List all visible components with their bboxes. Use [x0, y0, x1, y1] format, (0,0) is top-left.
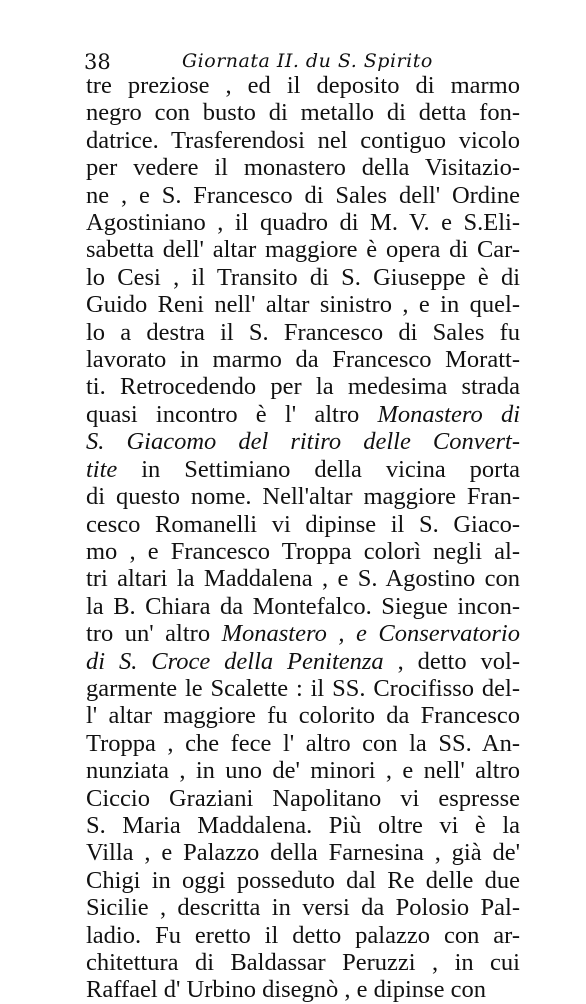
text-line [86, 675, 520, 702]
italic-text: tite [86, 455, 118, 483]
text-line [86, 648, 520, 675]
text-segment: negro con busto di metallo di detta fon- [86, 99, 520, 127]
text-segment: per vedere il monastero della Visitazio- [86, 154, 520, 182]
text-segment: nunziata , in uno de' minori , e nell' altro [86, 757, 520, 785]
italic-text: di S. Croce della Penitenza [86, 647, 384, 675]
text-line [86, 209, 520, 236]
text-line [86, 538, 520, 565]
text-line [86, 401, 520, 428]
running-head: Giornata II. du S. Spirito [182, 50, 433, 72]
italic-text: Monastero di [377, 400, 520, 428]
text-line [86, 291, 520, 318]
text-segment: lo Cesi , il Transito di S. Giuseppe è di [86, 263, 520, 291]
text-line [86, 72, 520, 99]
text-segment: Troppa , che fece l' altro con la SS. An- [86, 729, 520, 757]
text-segment: lo a destra il S. Francesco di Sales fu [86, 318, 520, 346]
text-segment: , detto vol- [383, 647, 520, 675]
text-segment: quasi incontro è l' altro [86, 400, 378, 428]
text-segment: ne , e S. Francesco di Sales dell' Ordine [86, 181, 520, 209]
text-segment: di questo nome. Nell'altar maggiore Fran- [86, 483, 520, 511]
text-line [86, 99, 520, 126]
text-segment: ladio. Fu eretto il detto palazzo con ar- [86, 921, 520, 949]
text-line [86, 949, 520, 976]
text-segment: Chigi in oggi posseduto dal Re delle due [86, 866, 520, 894]
text-line [86, 428, 520, 455]
text-segment: in Settimiano della vicina porta [117, 455, 520, 483]
text-line [86, 757, 520, 784]
text-line [86, 182, 520, 209]
text-segment: tri altari la Maddalena , e S. Agostino con [86, 565, 520, 593]
text-line [86, 976, 520, 1003]
text-segment: Ciccio Graziani Napolitano vi espresse [86, 784, 520, 812]
page-number: 38 [84, 50, 111, 74]
text-line [86, 346, 520, 373]
text-segment: ti. Retrocedendo per la medesima strada [86, 373, 520, 401]
text-segment: Villa , e Palazzo della Farnesina , già de' [86, 839, 520, 867]
text-segment: Sicilie , descritta in versi da Polosio Pal- [86, 894, 520, 922]
text-line [86, 373, 520, 400]
italic-text: S. Giacomo del ritiro delle Convert- [86, 428, 520, 456]
text-line [86, 730, 520, 757]
text-line [86, 264, 520, 291]
text-line [86, 236, 520, 263]
text-segment: S. Maria Maddalena. Più oltre vi è la [86, 811, 520, 839]
text-segment: datrice. Trasferendosi nel contiguo vicolo [86, 126, 520, 154]
text-line [86, 785, 520, 812]
text-line [86, 154, 520, 181]
text-segment: la B. Chiara da Montefalco. Siegue incon- [86, 592, 520, 620]
text-segment: garmente le Scalette : il SS. Crocifisso del- [86, 674, 520, 702]
text-line [86, 565, 520, 592]
text-line [86, 867, 520, 894]
text-segment: cesco Romanelli vi dipinse il S. Giaco- [86, 510, 520, 538]
text-segment: mo , e Francesco Troppa colorì negli al- [86, 537, 520, 565]
body-text [86, 72, 520, 1004]
text-segment: l' altar maggiore fu colorito da Francesco [86, 702, 520, 730]
italic-text: Monastero , e Conservatorio [221, 620, 520, 648]
text-line [86, 127, 520, 154]
text-segment: tre preziose , ed il deposito di marmo [86, 72, 520, 99]
text-segment: Agostiniano , il quadro di M. V. e S.Eli- [86, 209, 520, 237]
text-line [86, 319, 520, 346]
text-line [86, 922, 520, 949]
text-line [86, 620, 520, 647]
text-line [86, 702, 520, 729]
text-segment: Guido Reni nell' altar sinistro , e in quel- [86, 291, 520, 319]
text-segment: chitettura di Baldassar Peruzzi , in cui [86, 949, 520, 976]
text-segment: lavorato in marmo da Francesco Moratt- [86, 346, 520, 374]
text-line [86, 456, 520, 483]
text-line [86, 593, 520, 620]
text-line [86, 812, 520, 839]
text-line [86, 894, 520, 921]
text-segment: tro un' altro [86, 620, 222, 648]
text-line [86, 483, 520, 510]
text-segment: sabetta dell' altar maggiore è opera di Car- [86, 236, 520, 264]
text-segment: Raffael d' Urbino disegnò , e dipinse con [86, 976, 486, 1004]
text-line [86, 839, 520, 866]
text-line [86, 511, 520, 538]
